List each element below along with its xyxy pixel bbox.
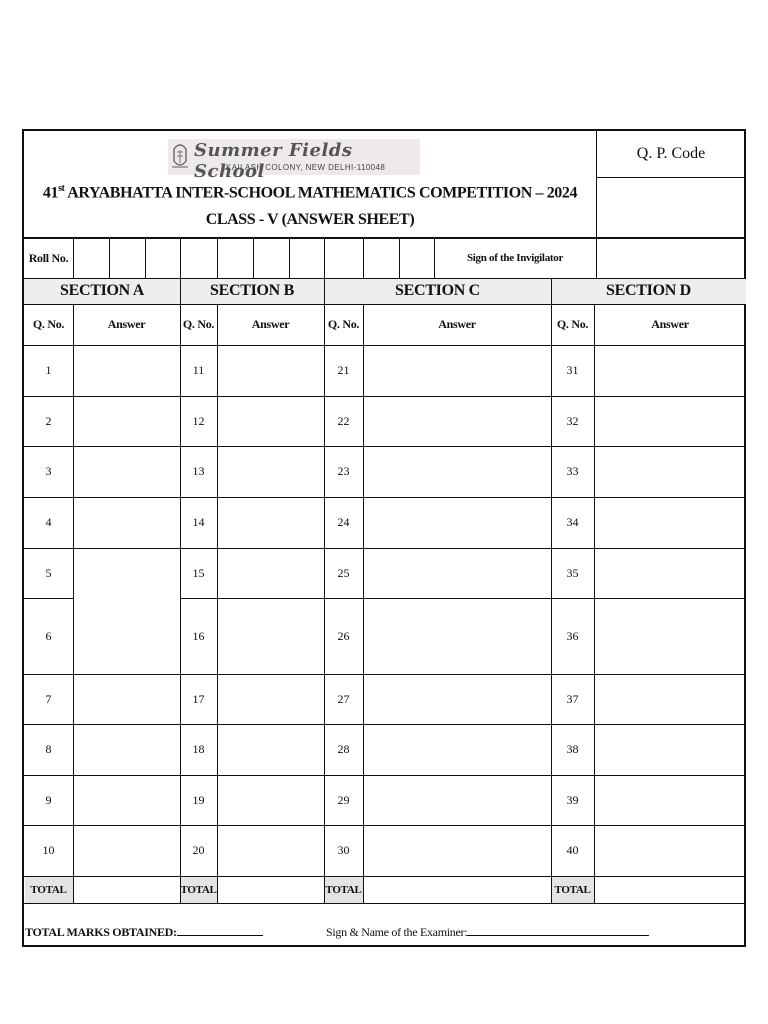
answer-field[interactable] bbox=[594, 724, 746, 775]
question-number: 39 bbox=[566, 792, 579, 807]
question-number: 16 bbox=[192, 628, 205, 643]
answer-field[interactable] bbox=[594, 396, 746, 446]
question-number: 1 bbox=[45, 363, 52, 377]
roll-box-line bbox=[363, 237, 364, 278]
roll-no-digit-box[interactable] bbox=[324, 238, 363, 278]
invigilator-sign-label: Sign of the Invigilator bbox=[466, 252, 564, 264]
answer-sheet bbox=[22, 129, 746, 947]
answer-field[interactable] bbox=[73, 724, 180, 775]
qp-code-field[interactable] bbox=[596, 178, 746, 237]
question-number: 5 bbox=[45, 565, 52, 580]
answer-field[interactable] bbox=[363, 598, 551, 674]
roll-box-line bbox=[180, 237, 181, 278]
answer-field[interactable] bbox=[594, 825, 746, 876]
question-number: 28 bbox=[337, 742, 350, 756]
title-ordinal-suffix: st bbox=[58, 183, 65, 194]
total-marks-field[interactable] bbox=[177, 925, 263, 936]
answer-field[interactable] bbox=[217, 775, 324, 825]
answer-field[interactable] bbox=[217, 548, 324, 598]
answer-field[interactable] bbox=[217, 396, 324, 446]
question-number: 35 bbox=[566, 565, 579, 580]
roll-box-line bbox=[217, 237, 218, 278]
roll-box-line bbox=[434, 237, 435, 278]
answer-header: Answer bbox=[107, 317, 146, 331]
answer-header: Answer bbox=[251, 317, 290, 331]
header-divider bbox=[24, 237, 746, 239]
roll-no-label: Roll No. bbox=[28, 250, 69, 265]
qno-header: Q. No. bbox=[556, 317, 589, 331]
roll-box-line bbox=[399, 237, 400, 278]
roll-box-line bbox=[145, 237, 146, 278]
question-number: 38 bbox=[566, 742, 579, 756]
question-number: 6 bbox=[45, 628, 52, 643]
answer-field[interactable] bbox=[363, 775, 551, 825]
question-number: 3 bbox=[45, 464, 52, 478]
answer-header: Answer bbox=[438, 317, 476, 331]
answer-field[interactable] bbox=[363, 548, 551, 598]
total-field[interactable] bbox=[73, 876, 180, 903]
answer-field[interactable] bbox=[217, 497, 324, 548]
question-number: 4 bbox=[45, 515, 52, 529]
question-number: 40 bbox=[566, 843, 579, 857]
question-number: 26 bbox=[337, 628, 350, 643]
question-number: 22 bbox=[337, 413, 350, 428]
school-name: Summer Fields School bbox=[194, 140, 353, 182]
question-number: 25 bbox=[337, 565, 350, 580]
answer-field[interactable] bbox=[363, 396, 551, 446]
question-number: 29 bbox=[337, 792, 350, 807]
roll-box-line bbox=[324, 237, 325, 278]
answer-field[interactable] bbox=[363, 497, 551, 548]
answer-field[interactable] bbox=[594, 775, 746, 825]
invigilator-sign-field[interactable] bbox=[596, 238, 746, 278]
answer-field[interactable] bbox=[217, 674, 324, 724]
answer-field[interactable] bbox=[217, 825, 324, 876]
qno-header: Q. No. bbox=[327, 317, 360, 331]
question-number: 23 bbox=[337, 464, 350, 478]
roll-box-line bbox=[73, 237, 74, 278]
total-label: TOTAL bbox=[325, 883, 362, 896]
question-number: 9 bbox=[45, 792, 52, 807]
question-number: 21 bbox=[337, 363, 350, 377]
answer-field[interactable] bbox=[594, 345, 746, 396]
roll-box-line bbox=[253, 237, 254, 278]
question-number: 30 bbox=[337, 843, 350, 857]
total-label: TOTAL bbox=[180, 883, 217, 896]
roll-no-digit-box[interactable] bbox=[73, 238, 109, 278]
qno-header: Q. No. bbox=[182, 317, 215, 331]
competition-title bbox=[24, 183, 596, 202]
question-number: 24 bbox=[337, 515, 350, 529]
total-marks bbox=[25, 925, 263, 940]
answer-field[interactable] bbox=[217, 446, 324, 497]
answer-field[interactable] bbox=[363, 674, 551, 724]
question-number: 31 bbox=[566, 363, 579, 377]
answer-header: Answer bbox=[651, 317, 689, 331]
answer-field[interactable] bbox=[73, 446, 180, 497]
question-number: 10 bbox=[42, 843, 55, 857]
title-number: 41 bbox=[42, 184, 59, 202]
question-number: 17 bbox=[192, 691, 205, 706]
examiner-sign bbox=[326, 925, 649, 940]
question-number: 36 bbox=[566, 628, 579, 643]
question-number: 18 bbox=[192, 742, 205, 756]
section-title: SECTION D bbox=[606, 282, 691, 299]
school-address: KAILASH COLONY, NEW DELHI-110048 bbox=[226, 163, 386, 172]
question-number: 13 bbox=[192, 464, 205, 478]
roll-no-digit-box[interactable] bbox=[180, 238, 217, 278]
total-label: TOTAL bbox=[30, 883, 67, 896]
class-subtitle: CLASS - V (ANSWER SHEET) bbox=[205, 211, 415, 228]
answer-field[interactable] bbox=[363, 345, 551, 396]
answer-field[interactable] bbox=[217, 598, 324, 674]
qp-code-label: Q. P. Code bbox=[636, 145, 706, 162]
answer-field[interactable] bbox=[217, 724, 324, 775]
qno-header: Q. No. bbox=[32, 317, 65, 331]
answer-field[interactable] bbox=[594, 598, 746, 674]
total-field[interactable] bbox=[594, 876, 746, 903]
answer-field[interactable] bbox=[73, 674, 180, 724]
question-number: 19 bbox=[192, 792, 205, 807]
total-row-bottom bbox=[24, 903, 746, 904]
answer-field[interactable] bbox=[594, 497, 746, 548]
roll-no-digit-box[interactable] bbox=[363, 238, 399, 278]
answer-field[interactable] bbox=[217, 345, 324, 396]
roll-no-digit-box[interactable] bbox=[253, 238, 289, 278]
school-crest-icon bbox=[171, 141, 189, 171]
title-text: ARYABHATTA INTER-SCHOOL MATHEMATICS COMPETITION – 2024 bbox=[67, 184, 578, 202]
answer-field[interactable] bbox=[73, 345, 180, 396]
question-number: 7 bbox=[45, 691, 52, 706]
section-title: SECTION C bbox=[395, 282, 480, 299]
question-number: 33 bbox=[566, 464, 579, 478]
question-number: 37 bbox=[566, 691, 579, 706]
section-title: SECTION B bbox=[210, 282, 294, 299]
total-marks-label: TOTAL MARKS OBTAINED: bbox=[25, 925, 177, 939]
examiner-label: Sign & Name of the Examiner: bbox=[326, 925, 468, 939]
answer-field[interactable] bbox=[363, 724, 551, 775]
question-number: 14 bbox=[192, 515, 205, 529]
school-logo bbox=[168, 139, 420, 182]
roll-no-digit-box[interactable] bbox=[145, 238, 180, 278]
roll-no-digit-box[interactable] bbox=[217, 238, 253, 278]
total-field[interactable] bbox=[217, 876, 324, 903]
question-number: 32 bbox=[566, 413, 579, 428]
total-label: TOTAL bbox=[554, 883, 591, 896]
examiner-sign-field[interactable] bbox=[467, 925, 649, 936]
answer-field[interactable] bbox=[73, 825, 180, 876]
answer-field[interactable] bbox=[73, 775, 180, 825]
question-number: 2 bbox=[45, 413, 52, 428]
answer-field[interactable] bbox=[594, 674, 746, 724]
answer-field[interactable] bbox=[594, 446, 746, 497]
question-number: 20 bbox=[192, 843, 205, 857]
question-number: 8 bbox=[45, 742, 52, 756]
roll-box-line bbox=[109, 237, 110, 278]
question-number: 15 bbox=[192, 565, 205, 580]
qp-code-line bbox=[596, 177, 746, 178]
answer-field[interactable] bbox=[73, 396, 180, 446]
question-number: 11 bbox=[192, 363, 205, 377]
section-title: SECTION A bbox=[60, 282, 144, 299]
answer-field[interactable] bbox=[73, 548, 180, 674]
roll-box-line bbox=[289, 237, 290, 278]
answer-field[interactable] bbox=[363, 825, 551, 876]
answer-field[interactable] bbox=[594, 548, 746, 598]
roll-no-digit-box[interactable] bbox=[109, 238, 145, 278]
question-number: 27 bbox=[337, 691, 350, 706]
answer-field[interactable] bbox=[363, 446, 551, 497]
question-number: 12 bbox=[192, 413, 205, 428]
roll-no-digit-box[interactable] bbox=[399, 238, 434, 278]
roll-no-digit-box[interactable] bbox=[289, 238, 324, 278]
answer-field[interactable] bbox=[73, 497, 180, 548]
qp-code-divider bbox=[596, 131, 597, 278]
total-field[interactable] bbox=[363, 876, 551, 903]
question-number: 34 bbox=[566, 515, 579, 529]
